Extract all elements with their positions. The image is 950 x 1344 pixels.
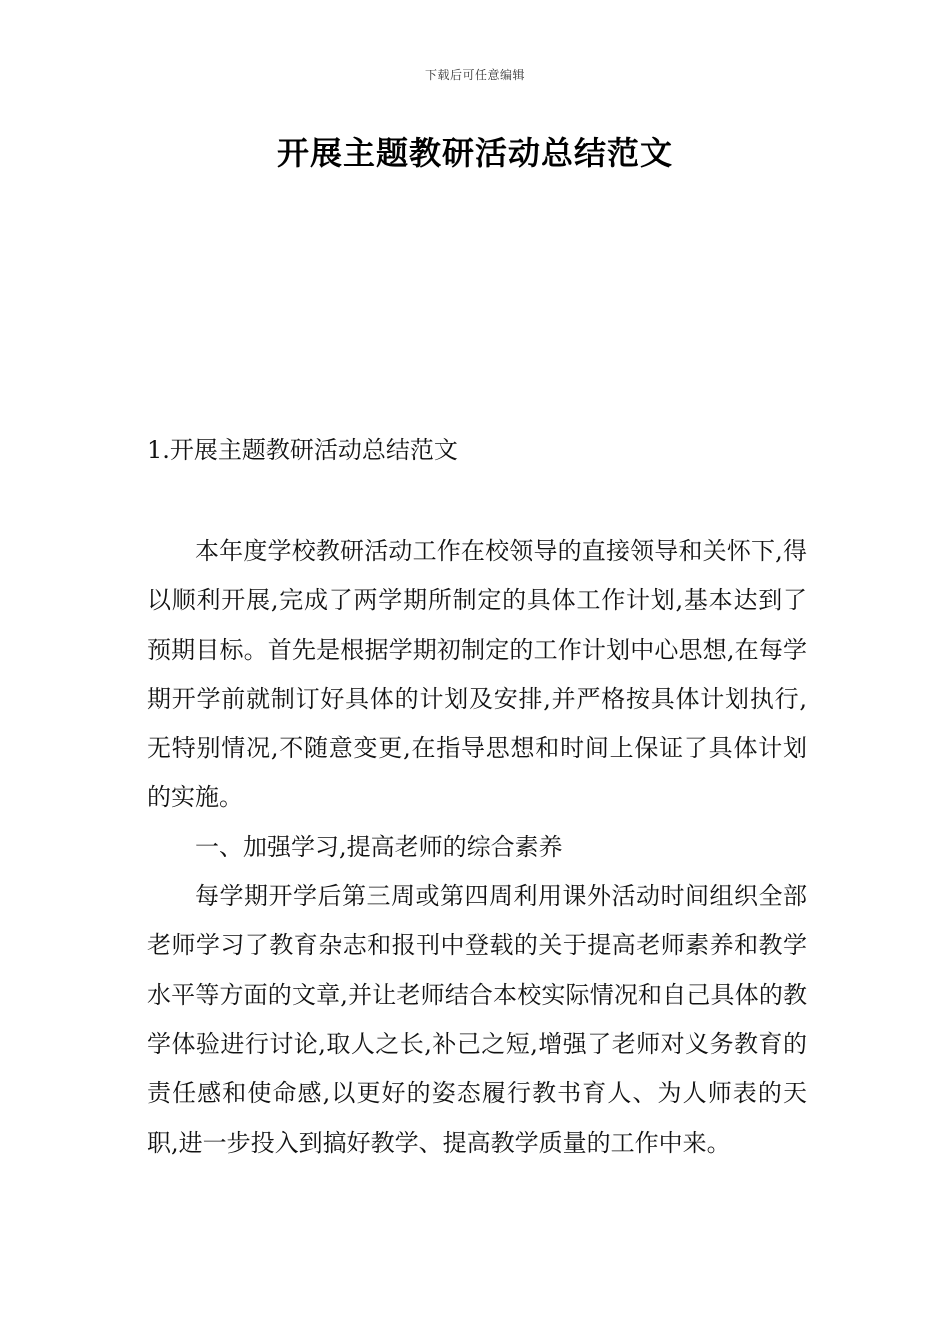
document-title: 开展主题教研活动总结范文	[276, 134, 673, 172]
paragraph-subheading: 一、加强学习,提高老师的综合素养	[195, 832, 563, 861]
paragraph-intro: 本年度学校教研活动工作在校领导的直接领导和关怀下,得以顺利开展,完成了两学期所制定的具体工作计划,基本达到了预期目标。首先是根据学期初制定的工作计划中心思想,在每学期开学前就制订好具体的计划及安排,并严格按具体计划执行,无特别情况,不随意变更,在指导思想和时间上保证了具体计划的实施。	[147, 537, 807, 812]
section-heading: 1.开展主题教研活动总结范文	[147, 436, 458, 464]
header-note: 下载后可任意编辑	[424, 68, 525, 82]
document-body	[147, 527, 807, 1168]
paragraph-study: 每学期开学后第三周或第四周利用课外活动时间组织全部老师学习了教育杂志和报刊中登载的关于提高老师素养和教学水平等方面的文章,并让老师结合本校实际情况和自己具体的教学体验进行讨论,取人之长,补己之短,增强了老师对义务教育的责任感和使命感,以更好的姿态履行教书育人、为人师表的天职,进一步投入到搞好教学、提高教学质量的工作中来。	[147, 882, 807, 1157]
